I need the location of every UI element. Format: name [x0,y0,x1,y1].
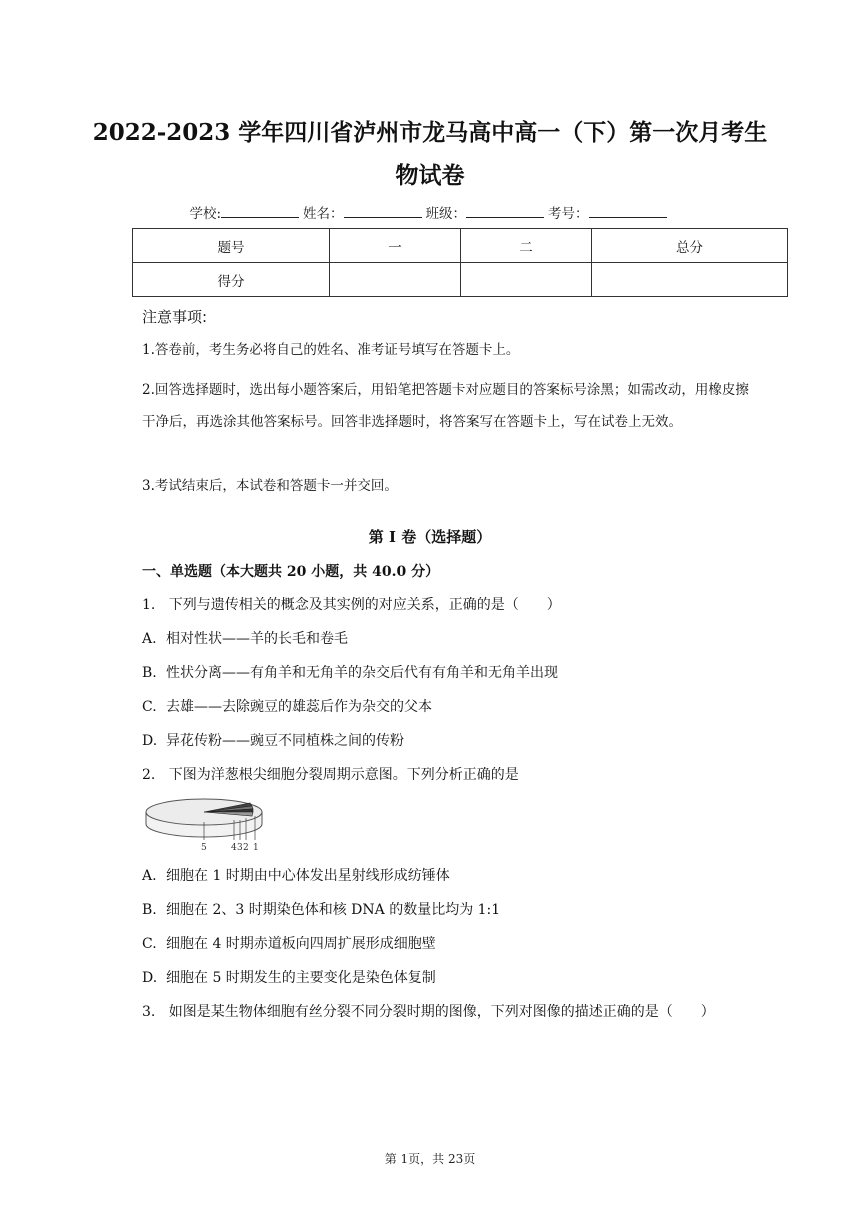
exam-no-blank[interactable] [589,205,667,218]
option-2b[interactable] [142,899,500,919]
student-info-line [0,202,860,222]
option-text: 细胞在 4 时期赤道板向四周扩展形成细胞壁 [166,936,436,952]
option-text: 细胞在 1 时期由中心体发出星射线形成纺锤体 [166,868,450,884]
option-text: 异花传粉——豌豆不同植株之间的传粉 [166,733,404,749]
header-cell-part2: 二 [461,229,592,263]
option-1d[interactable] [142,730,404,750]
header-cell-part1: 一 [330,229,461,263]
notice-item-1: 1.答卷前，考生务必将自己的姓名、准考证号填写在答题卡上。 [142,342,520,358]
option-text: 相对性状——羊的长毛和卷毛 [166,631,348,647]
option-label: B. [142,665,157,681]
notice-item-3: 3.考试结束后，本试卷和答题卡一并交回。 [142,478,398,494]
score-table-header-row [133,229,788,263]
option-label: D. [142,970,158,986]
question-stem: 如图是某生物体细胞有丝分裂不同分裂时期的图像，下列对图像的描述正确的是（ ） [168,1004,715,1020]
figure-label-5: 5 [201,843,207,852]
option-label: C. [142,699,157,715]
volume-heading: 第 I 卷（选择题） [368,528,492,546]
option-label: B. [142,902,157,918]
option-label: A. [142,631,157,647]
score-table-score-row [133,263,788,297]
page-footer: 第 1页，共 23页 [384,1152,476,1166]
cell-cycle-diagram [142,790,267,852]
header-cell-total: 总分 [592,229,788,263]
option-1c[interactable] [142,696,432,716]
score-table [132,228,788,297]
option-text: 性状分离——有角羊和无角羊的杂交后代有有角羊和无角羊出现 [166,665,558,681]
section-heading: 一、单选题（本大题共 20 小题，共 40.0 分） [142,564,440,580]
notice-item-2: 2.回答选择题时，选出每小题答案后，用铅笔把答题卡对应题目的答案标号涂黑；如需改动，用橡皮擦干净后，再选涂其他答案标号。回答非选择题时，将答案写在答题卡上，写在试卷上无效。 [142,382,749,430]
option-2c[interactable] [142,933,436,953]
option-2d[interactable] [142,967,436,987]
header-cell-question: 题号 [133,229,330,263]
score-cell-part1[interactable] [330,263,461,297]
name-blank[interactable] [344,205,422,218]
option-text: 细胞在 5 时期发生的主要变化是染色体复制 [166,970,436,986]
option-1b[interactable] [142,662,558,682]
exam-no-label: 考号： [548,206,589,222]
option-label: C. [142,936,157,952]
option-label: D. [142,733,158,749]
option-1a[interactable] [142,628,348,648]
school-label: 学校: [189,206,222,222]
score-cell-part2[interactable] [461,263,592,297]
class-blank[interactable] [466,205,544,218]
score-row-label: 得分 [133,263,330,297]
question-number: 2. [142,767,156,783]
question-2 [142,764,519,784]
option-2a[interactable] [142,865,450,885]
class-label: 班级： [425,206,467,222]
question-stem: 下图为洋葱根尖细胞分裂周期示意图。下列分析正确的是 [168,767,519,783]
figure-label-2: 2 [243,843,249,852]
figure-label-3: 3 [237,843,243,852]
question-number: 3. [142,1004,156,1020]
question-stem: 下列与遗传相关的概念及其实例的对应关系，正确的是（ ） [168,597,561,613]
figure-label-4: 4 [231,843,237,852]
score-cell-total[interactable] [592,263,788,297]
question-number: 1. [142,597,156,613]
figure-label-1: 1 [253,843,259,852]
question-3 [142,1001,715,1021]
name-label: 姓名： [303,206,344,222]
exam-title-line2: 物试卷 [395,162,465,189]
option-text: 细胞在 2、3 时期染色体和核 DNA 的数量比均为 1:1 [166,902,501,918]
question-1 [142,594,561,614]
notice-title: 注意事项: [142,308,208,326]
exam-title-line1: 2022-2023 学年四川省泸州市龙马高中高一（下）第一次月考生 [92,119,768,146]
option-label: A. [142,868,157,884]
school-blank[interactable] [221,205,299,218]
option-text: 去雄——去除豌豆的雄蕊后作为杂交的父本 [166,699,432,715]
